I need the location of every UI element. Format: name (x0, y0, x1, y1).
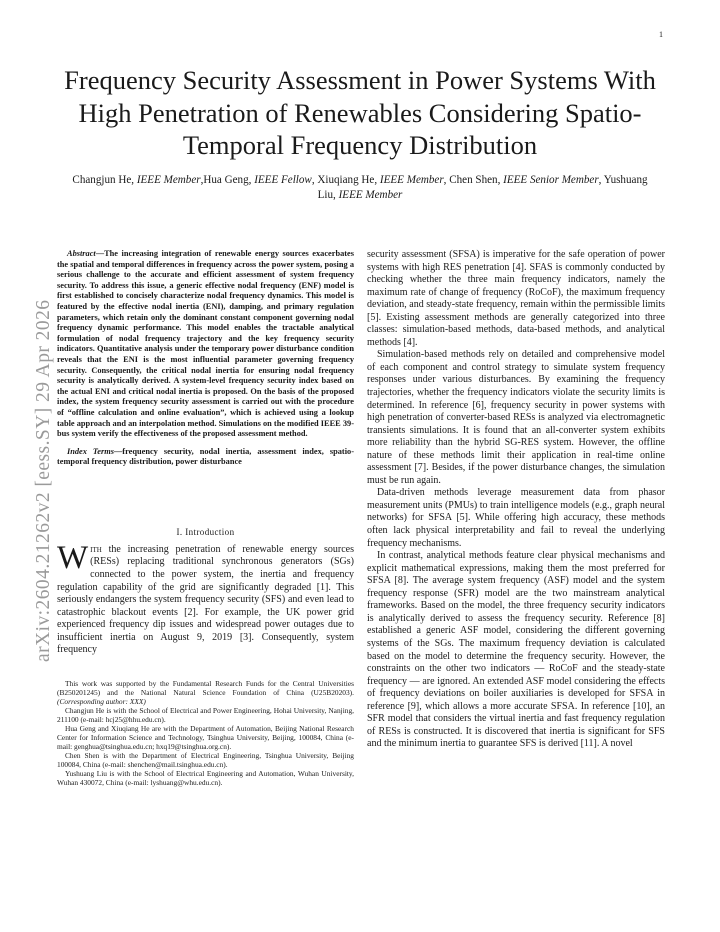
footnote-funding (57, 679, 354, 706)
right-column (367, 249, 665, 751)
author-name: , Xiuqiang He, (311, 174, 380, 186)
body-paragraph: Data-driven methods leverage measurement data from phasor measurement units (PMUs) to train intelligence models (e.g., graph neural networks) for SFSA [5]. While offering high accuracy, these methods often lack physical interpretability and fail to reveal the underlying frequency mechanisms. (367, 487, 665, 549)
author-role: IEEE Member (379, 174, 444, 186)
author-name: , Yushuang Liu, (317, 174, 648, 201)
abstract-text: —The increasing integration of renewable energy sources exacerbates the spatial and temporal differences in frequency across the power system, posing a serious challenge to the accurate and efficient assessment of system frequency security. To address this issue, a generic effective nodal frequency (ENF) model is first established to concisely characterize nodal frequency dynamics. This model is featured by the effective nodal inertia (ENI), damping, and primary regulation parameters, which retain only the dominant constant component governing nodal frequency dynamic performance. This model enables the tractable analytical formulation of nodal frequency trajectory and the key frequency security indicators. Quantitative analysis under the temporary power disturbance condition reveals that the ENI is the most influential parameter governing frequency security. Consequently, the critical nodal inertia for ensuring nodal frequency security is analytically derived. A system-level frequency security index based on the actual ENI and critical nodal inertia is proposed. On the basis of the proposed index, the system frequency security assessment is carried out with the procedure of “offline calculation and online evaluation”, which is achieved using a lookup table approach and an interpolation method. Simulations on the modified IEEE 39-bus system verify the effectiveness of the proposed assessment method. (57, 249, 354, 439)
abstract-label: Abstract (67, 249, 96, 258)
arxiv-identifier: arXiv:2604.21262v2 [eess.SY] 29 Apr 2026 (33, 299, 54, 662)
body-paragraph: In contrast, analytical methods feature clear physical mechanisms and explicit mathematical expressions, making them the most preferred for SFSA [8]. The average system frequency (ASF) model and the system frequency response (SFR) model are the two mainstream analytical frameworks. Based on the model, the three frequency security indicators is analytically derived to assess the frequency security. Reference [8] established a generic ASF model, considering the different governing systems of the SGs. The maximum frequency deviation is calculated based on the model to determine the frequency security. However, the constraints on the other two indicators — RoCoF and the steady-state frequency — are ignored. An extended ASF model considering the effects of frequency deviations on boiler auxiliaries is developed for SFSA in reference [9], which allows a more accurate SFSA. In reference [10], an SFR model that considers the virtual inertia and fast frequency regulation of RESs is constructed. It is discovered that inertia is significant for SFS and the minimum inertia to guarantee SFS is derived [11]. A novel (367, 550, 665, 750)
author-name: , Chen Shen, (443, 174, 504, 186)
index-terms (57, 447, 354, 468)
footnotes (57, 679, 354, 787)
body-paragraph: Simulation-based methods rely on detailed and comprehensive model of each component and control strategy to simulate system frequency responses under various disturbances. By examining the frequency trajectories, whether the frequency indicators violate the security limits is determined. In reference [6], frequency security in power systems with high penetration of converter-based RESs is analyzed via electromagnetic transients simulations. It is found that an all-converter system exhibits more reliability than the hybrid SG-RES system. However, the offline nature of these methods limit their application in real-time online assessment [7]. Besides, if the power disturbance changes, the simulation must be run again. (367, 349, 665, 486)
author-list (70, 173, 650, 203)
intro-lead-word: ith (90, 543, 102, 555)
index-terms-label: Index Terms (67, 446, 114, 456)
paper-title: Frequency Security Assessment in Power Systems With High Penetration of Renewables Considering Spatio-Temporal Frequency Distribution (64, 65, 656, 160)
author-name: ,Hua Geng, (200, 174, 255, 186)
section-heading-introduction: I. Introduction (176, 526, 235, 537)
footnote-author: Chen Shen is with the Department of Electrical Engineering, Tsinghua University, Beijing 100084, China (e-mail: shenchen@mail.tsinghua.edu.cn). (57, 750, 354, 769)
drop-cap: W (57, 539, 89, 576)
page-number: 1 (659, 30, 663, 39)
body-paragraph: security assessment (SFSA) is imperative for the safe operation of power systems with high RES penetration [4]. SFAS is commonly conducted by checking whether the three main frequency indicators, namely the maximum rate of change of frequency (RoCoF), the maximum frequency deviation, and steady-state frequency, remain within the permissible limits [5]. Existing assessment methods are generally categorized into three classes: simulation-based methods, data-based methods, and analytical methods [4]. (367, 249, 665, 348)
footnote-author: Hua Geng and Xiuqiang He are with the Department of Automation, Beijing National Research Center for Information Science and Technology, Tsinghua University, Beijing, 100084, China (e-mail: genghua@tsinghua.edu.cn; hxq19@tsinghua.org.cn). (57, 723, 354, 751)
intro-text: the increasing penetration of renewable energy sources (RESs) replacing traditional synchronous generators (SGs) connected to the power system, the inertia and frequency regulation capability of the grid are significantly degraded [1]. This seriously endangers the system frequency security (SFS) and even lead to catastrophic blackout events [2]. For example, the UK power grid experienced frequency dip issues and widespread power outages due to insufficient inertia on August 9, 2019 [3]. Consequently, system frequency (57, 543, 354, 656)
author-role: IEEE Member (338, 189, 403, 201)
footnote-author: Changjun He is with the School of Electrical and Power Engineering, Hohai University, Nanjing, 211100 (e-mail: hcj25@hhu.edu.cn). (57, 705, 354, 724)
footnote-text: This work was supported by the Fundamental Research Funds for the Central Universities (B250201245) and the National Natural Science Foundation of China (U25B20203). (57, 678, 354, 697)
footnote-italic: (Corresponding author: XXX) (57, 696, 146, 706)
index-terms-text: —frequency security, nodal inertia, assessment index, spatio-temporal frequency distribution, power disturbance (57, 446, 354, 467)
author-name: Changjun He, (72, 174, 137, 186)
author-role: IEEE Fellow (254, 174, 312, 186)
footnote-author: Yushuang Liu is with the School of Electrical Engineering and Automation, Wuhan University, Wuhan 430072, China (e-mail: lyshuang@whu.edu.cn). (57, 768, 354, 787)
author-role: IEEE Senior Member (503, 174, 599, 186)
introduction-paragraph (57, 539, 354, 657)
abstract (57, 249, 354, 440)
left-column (57, 249, 354, 787)
author-role: IEEE Member (136, 174, 201, 186)
